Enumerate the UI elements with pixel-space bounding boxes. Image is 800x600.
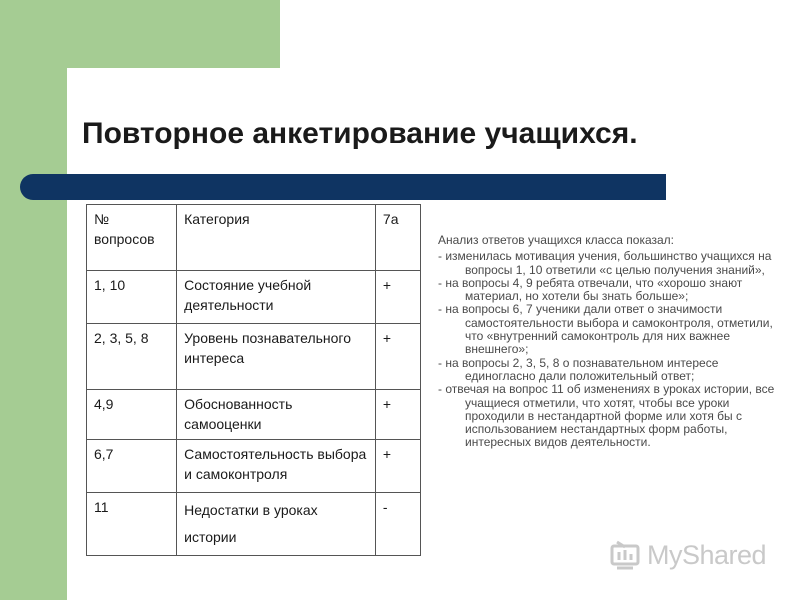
- analysis-item: - изменилась мотивация учения, большинство учащихся на вопросы 1, 10 ответили «с целью получения знаний»,: [438, 249, 772, 277]
- myshared-logo-icon: [609, 538, 643, 572]
- row-category: Состояние учебной деятельности: [177, 271, 376, 324]
- row-category: Обоснованность самооценки: [177, 390, 376, 440]
- survey-table: [86, 204, 421, 556]
- header-question-numbers: № вопросов: [87, 205, 177, 271]
- header-class: 7а: [375, 205, 420, 271]
- row-category: Самостоятельность выбора и самоконтроля: [177, 440, 376, 493]
- row-question-numbers: 1, 10: [87, 271, 177, 324]
- myshared-watermark: [609, 538, 766, 572]
- analysis-heading: Анализ ответов учащихся класса показал:: [438, 233, 675, 247]
- header-category: Категория: [177, 205, 376, 271]
- title-underline-bar: [20, 174, 666, 200]
- slide-title: Повторное анкетирование учащихся.: [82, 117, 638, 150]
- table-row: [87, 271, 421, 324]
- analysis-item: - на вопросы 6, 7 ученики дали ответ о значимости самостоятельности выбора и самоконтроля, отметили, что «внутренний самоконтроль для них важнее внешнего»;: [438, 302, 773, 357]
- table-row: [87, 493, 421, 556]
- myshared-logo-text: MyShared: [647, 539, 767, 570]
- analysis-item: - на вопросы 4, 9 ребята отвечали, что «хорошо знают материал, но хотели бы знать больше»;: [438, 275, 743, 304]
- row-mark: +: [375, 390, 420, 440]
- table-row: [87, 390, 421, 440]
- row-category: Уровень познавательного интереса: [177, 324, 376, 390]
- analysis-item: - на вопросы 2, 3, 5, 8 о познавательном интересе единогласно дали положительный ответ;: [438, 355, 719, 383]
- analysis-text: [438, 234, 778, 450]
- table-row: [87, 324, 421, 390]
- row-mark: +: [375, 440, 420, 493]
- row-category: Недостатки в уроках истории: [177, 493, 376, 556]
- row-question-numbers: 6,7: [87, 440, 177, 493]
- row-question-numbers: 2, 3, 5, 8: [87, 324, 177, 390]
- row-question-numbers: 11: [87, 493, 177, 556]
- row-mark: +: [375, 324, 420, 390]
- row-question-numbers: 4,9: [87, 390, 177, 440]
- green-top-block: [0, 0, 280, 68]
- row-mark: +: [375, 271, 420, 324]
- table-header-row: [87, 205, 421, 271]
- row-mark: -: [375, 493, 420, 556]
- table-row: [87, 440, 421, 493]
- green-side-bar: [0, 0, 67, 600]
- analysis-item: - отвечая на вопрос 11 об изменениях в уроках истории, все учащиеся отметили, что хотят, чтобы все уроки проходили в нестандартной форме или хотя бы с использованием нестандартных форм работы, интересных видов деятельности.: [438, 382, 775, 450]
